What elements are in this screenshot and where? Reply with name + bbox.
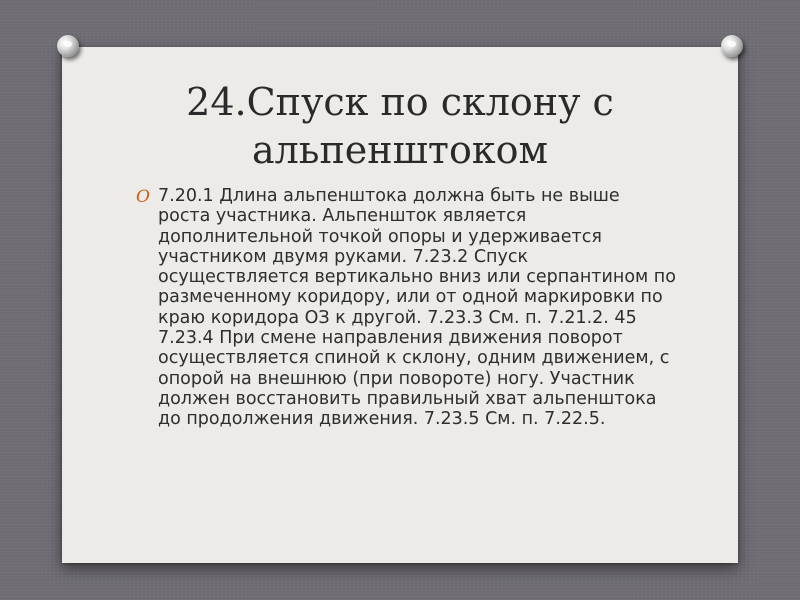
list-item: [136, 186, 676, 430]
slide-title: 24.Спуск по склону с альпенштоком: [186, 80, 614, 172]
pushpin-icon: [721, 35, 743, 57]
bullet-text: 7.20.1 Длина альпенштока должна быть не выше роста участника. Альпеншток является дополнительной точкой опоры и удерживается участником двумя руками. 7.23.2 Спуск осуществляется вертикально вниз или серпантином по размеченному коридору, или от одной маркировки по краю коридора ОЗ к другой. 7.23.3 См. п. 7.21.2. 45 7.23.4 При смене направления движения поворот осуществляется спиной к склону, одним движением, с опорой на внешнюю (при повороте) ногу. Участник должен восстановить правильный хват альпенштока до продолжения движения. 7.23.5 См. п. 7.22.5.: [158, 186, 676, 430]
pushpin-icon: [57, 35, 79, 57]
circle-bullet-icon: O: [136, 187, 150, 207]
bullet-list: [136, 186, 676, 430]
